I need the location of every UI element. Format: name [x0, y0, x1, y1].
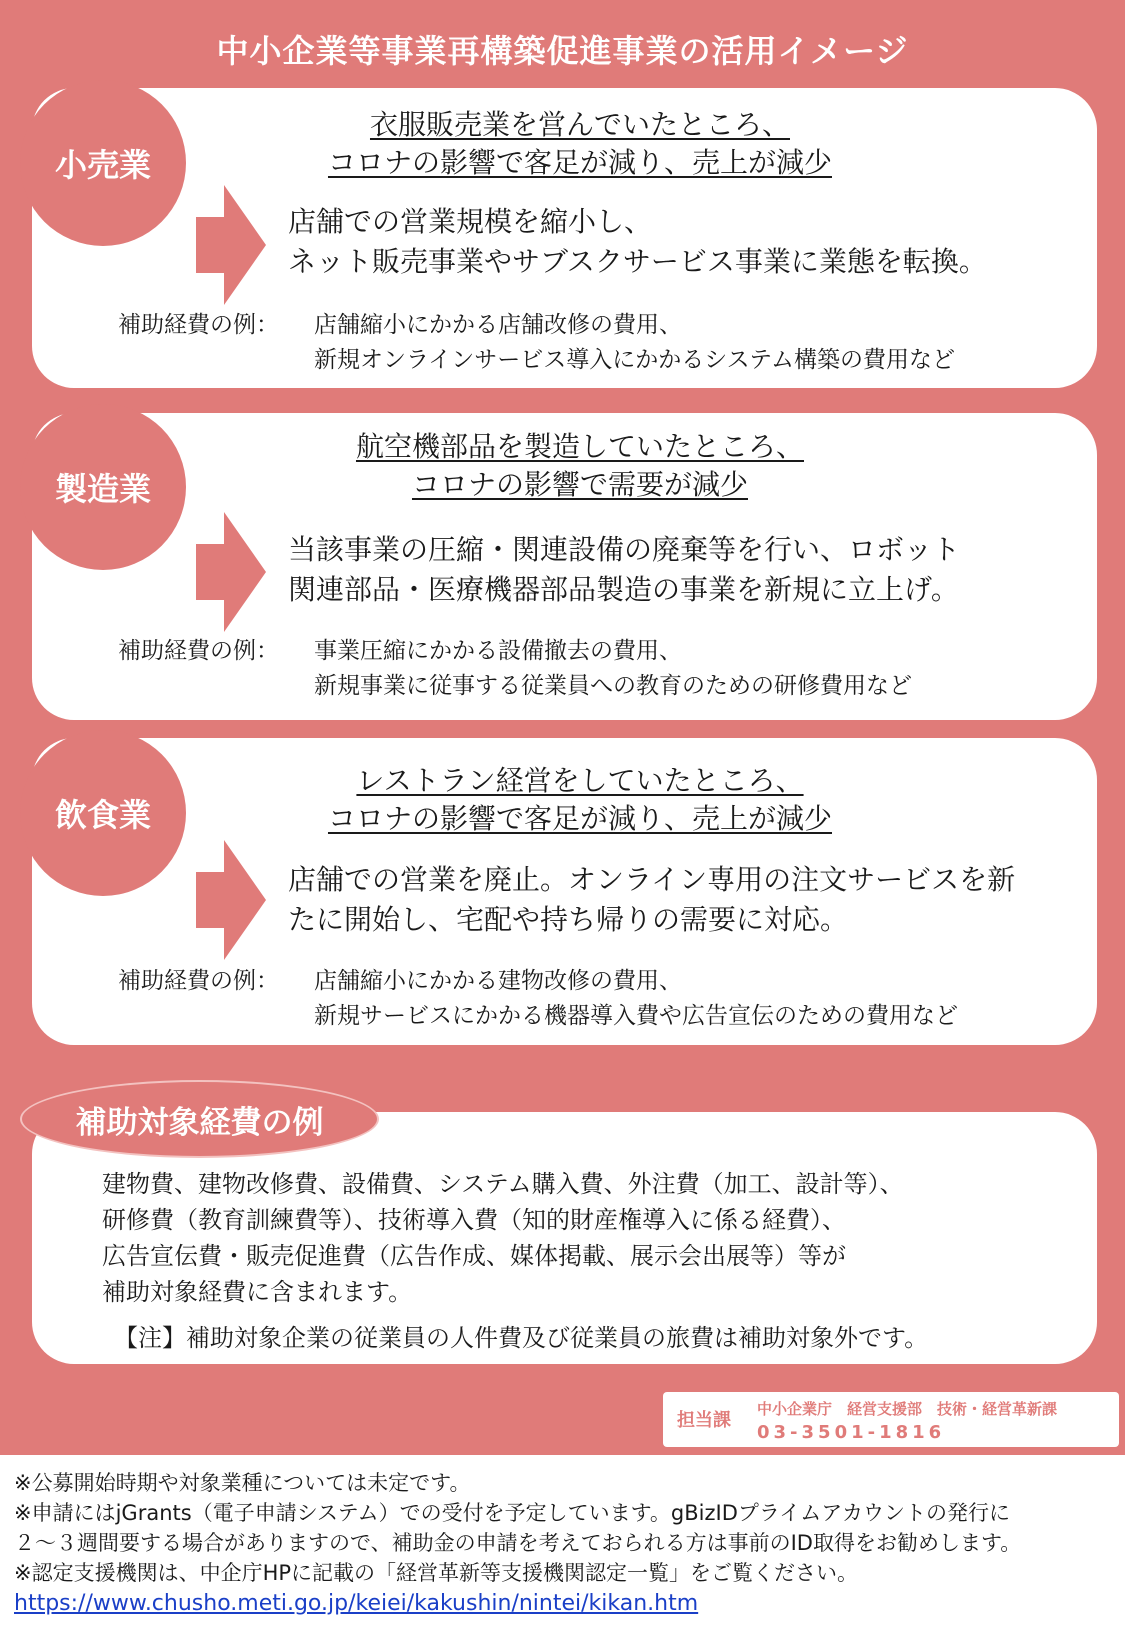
arrow-right-icon — [196, 840, 266, 960]
footer-line: ※申請にはjGrants（電子申請システム）での受付を予定しています。gBizIDプライムアカウントの発行に — [14, 1501, 1011, 1525]
case-headline — [230, 106, 930, 182]
summary-note: 【注】補助対象企業の従業員の人件費及び従業員の旅費は補助対象外です。 — [114, 1324, 929, 1352]
result-line: 関連部品・医療機器部品製造の事業を新規に立上げ。 — [288, 573, 959, 606]
expense-example — [118, 964, 1068, 1034]
expense-example — [118, 308, 1068, 378]
footer-link[interactable]: https://www.chusho.meti.go.jp/keiei/kakushin/nintei/kikan.htm — [14, 1591, 699, 1616]
result-line: 当該事業の圧縮・関連設備の廃棄等を行い、ロボット — [288, 533, 961, 566]
result-line: 店舗での営業を廃止。オンライン専用の注文サービスを新 — [288, 863, 1016, 896]
expense-line: 新規オンラインサービス導入にかかるシステム構築の費用など — [314, 347, 956, 373]
contact-label: 担当課 — [677, 1410, 731, 1431]
summary-line: 広告宣伝費・販売促進費（広告作成、媒体掲載、展示会出展等）等が — [102, 1242, 846, 1270]
expense-label: 補助経費の例： — [118, 312, 279, 338]
contact-department: 中小企業庁 経営支援部 技術・経営革新課 — [757, 1400, 1058, 1418]
headline-line: レストラン経営をしていたところ、 — [356, 764, 804, 797]
page-title: 中小企業等事業再構築促進事業の活用イメージ — [216, 32, 909, 70]
headline-line: コロナの影響で客足が減り、売上が減少 — [327, 802, 832, 835]
summary-line: 建物費、建物改修費、設備費、システム購入費、外注費（加工、設計等）、 — [102, 1170, 904, 1198]
contact-phone: 03-3501-1816 — [757, 1422, 946, 1443]
case-headline — [230, 428, 930, 504]
result-line: たに開始し、宅配や持ち帰りの需要に対応。 — [288, 903, 849, 936]
expense-line: 新規サービスにかかる機器導入費や広告宣伝のための費用など — [314, 1003, 958, 1029]
footer-line: ２～３週間要する場合がありますので、補助金の申請を考えておられる方は事前のID取得をお勧めします。 — [14, 1531, 1022, 1555]
summary-text — [102, 1166, 1062, 1310]
expense-label: 補助経費の例： — [118, 638, 279, 664]
summary-line: 研修費（教育訓練費等）、技術導入費（知的財産権導入に係る経費）、 — [102, 1206, 846, 1234]
expense-example — [118, 634, 1068, 704]
headline-line: 衣服販売業を営んでいたところ、 — [369, 108, 790, 141]
expense-line: 事業圧縮にかかる設備撤去の費用、 — [314, 638, 682, 664]
industry-badge: 製造業 — [20, 404, 186, 570]
result-line: 店舗での営業規模を縮小し、 — [288, 205, 653, 238]
expense-line: 新規事業に従事する従業員への教育のための研修費用など — [314, 673, 912, 699]
expense-line: 店舗縮小にかかる建物改修の費用、 — [314, 968, 682, 994]
arrow-right-icon — [196, 185, 266, 305]
expense-line: 店舗縮小にかかる店舗改修の費用、 — [314, 312, 682, 338]
result-line: ネット販売事業やサブスクサービス事業に業態を転換。 — [288, 245, 987, 278]
footer-line: ※公募開始時期や対象業種については未定です。 — [14, 1471, 471, 1495]
footer-notes — [14, 1468, 1114, 1619]
industry-badge: 飲食業 — [20, 730, 186, 896]
summary-title: 補助対象経費の例 — [20, 1080, 379, 1158]
headline-line: 航空機部品を製造していたところ、 — [355, 430, 804, 463]
case-headline — [230, 762, 930, 838]
arrow-right-icon — [196, 512, 266, 632]
industry-badge: 小売業 — [20, 80, 186, 246]
contact-box — [663, 1392, 1119, 1447]
case-result — [288, 860, 1048, 940]
footer-line: ※認定支援機関は、中企庁HPに記載の「経営革新等支援機関認定一覧」をご覧ください。 — [14, 1561, 859, 1585]
case-result — [288, 530, 1048, 610]
headline-line: コロナの影響で客足が減り、売上が減少 — [327, 146, 832, 179]
expense-label: 補助経費の例： — [118, 968, 279, 994]
summary-line: 補助対象経費に含まれます。 — [102, 1278, 413, 1306]
headline-line: コロナの影響で需要が減少 — [411, 468, 748, 501]
case-result — [288, 202, 1048, 282]
